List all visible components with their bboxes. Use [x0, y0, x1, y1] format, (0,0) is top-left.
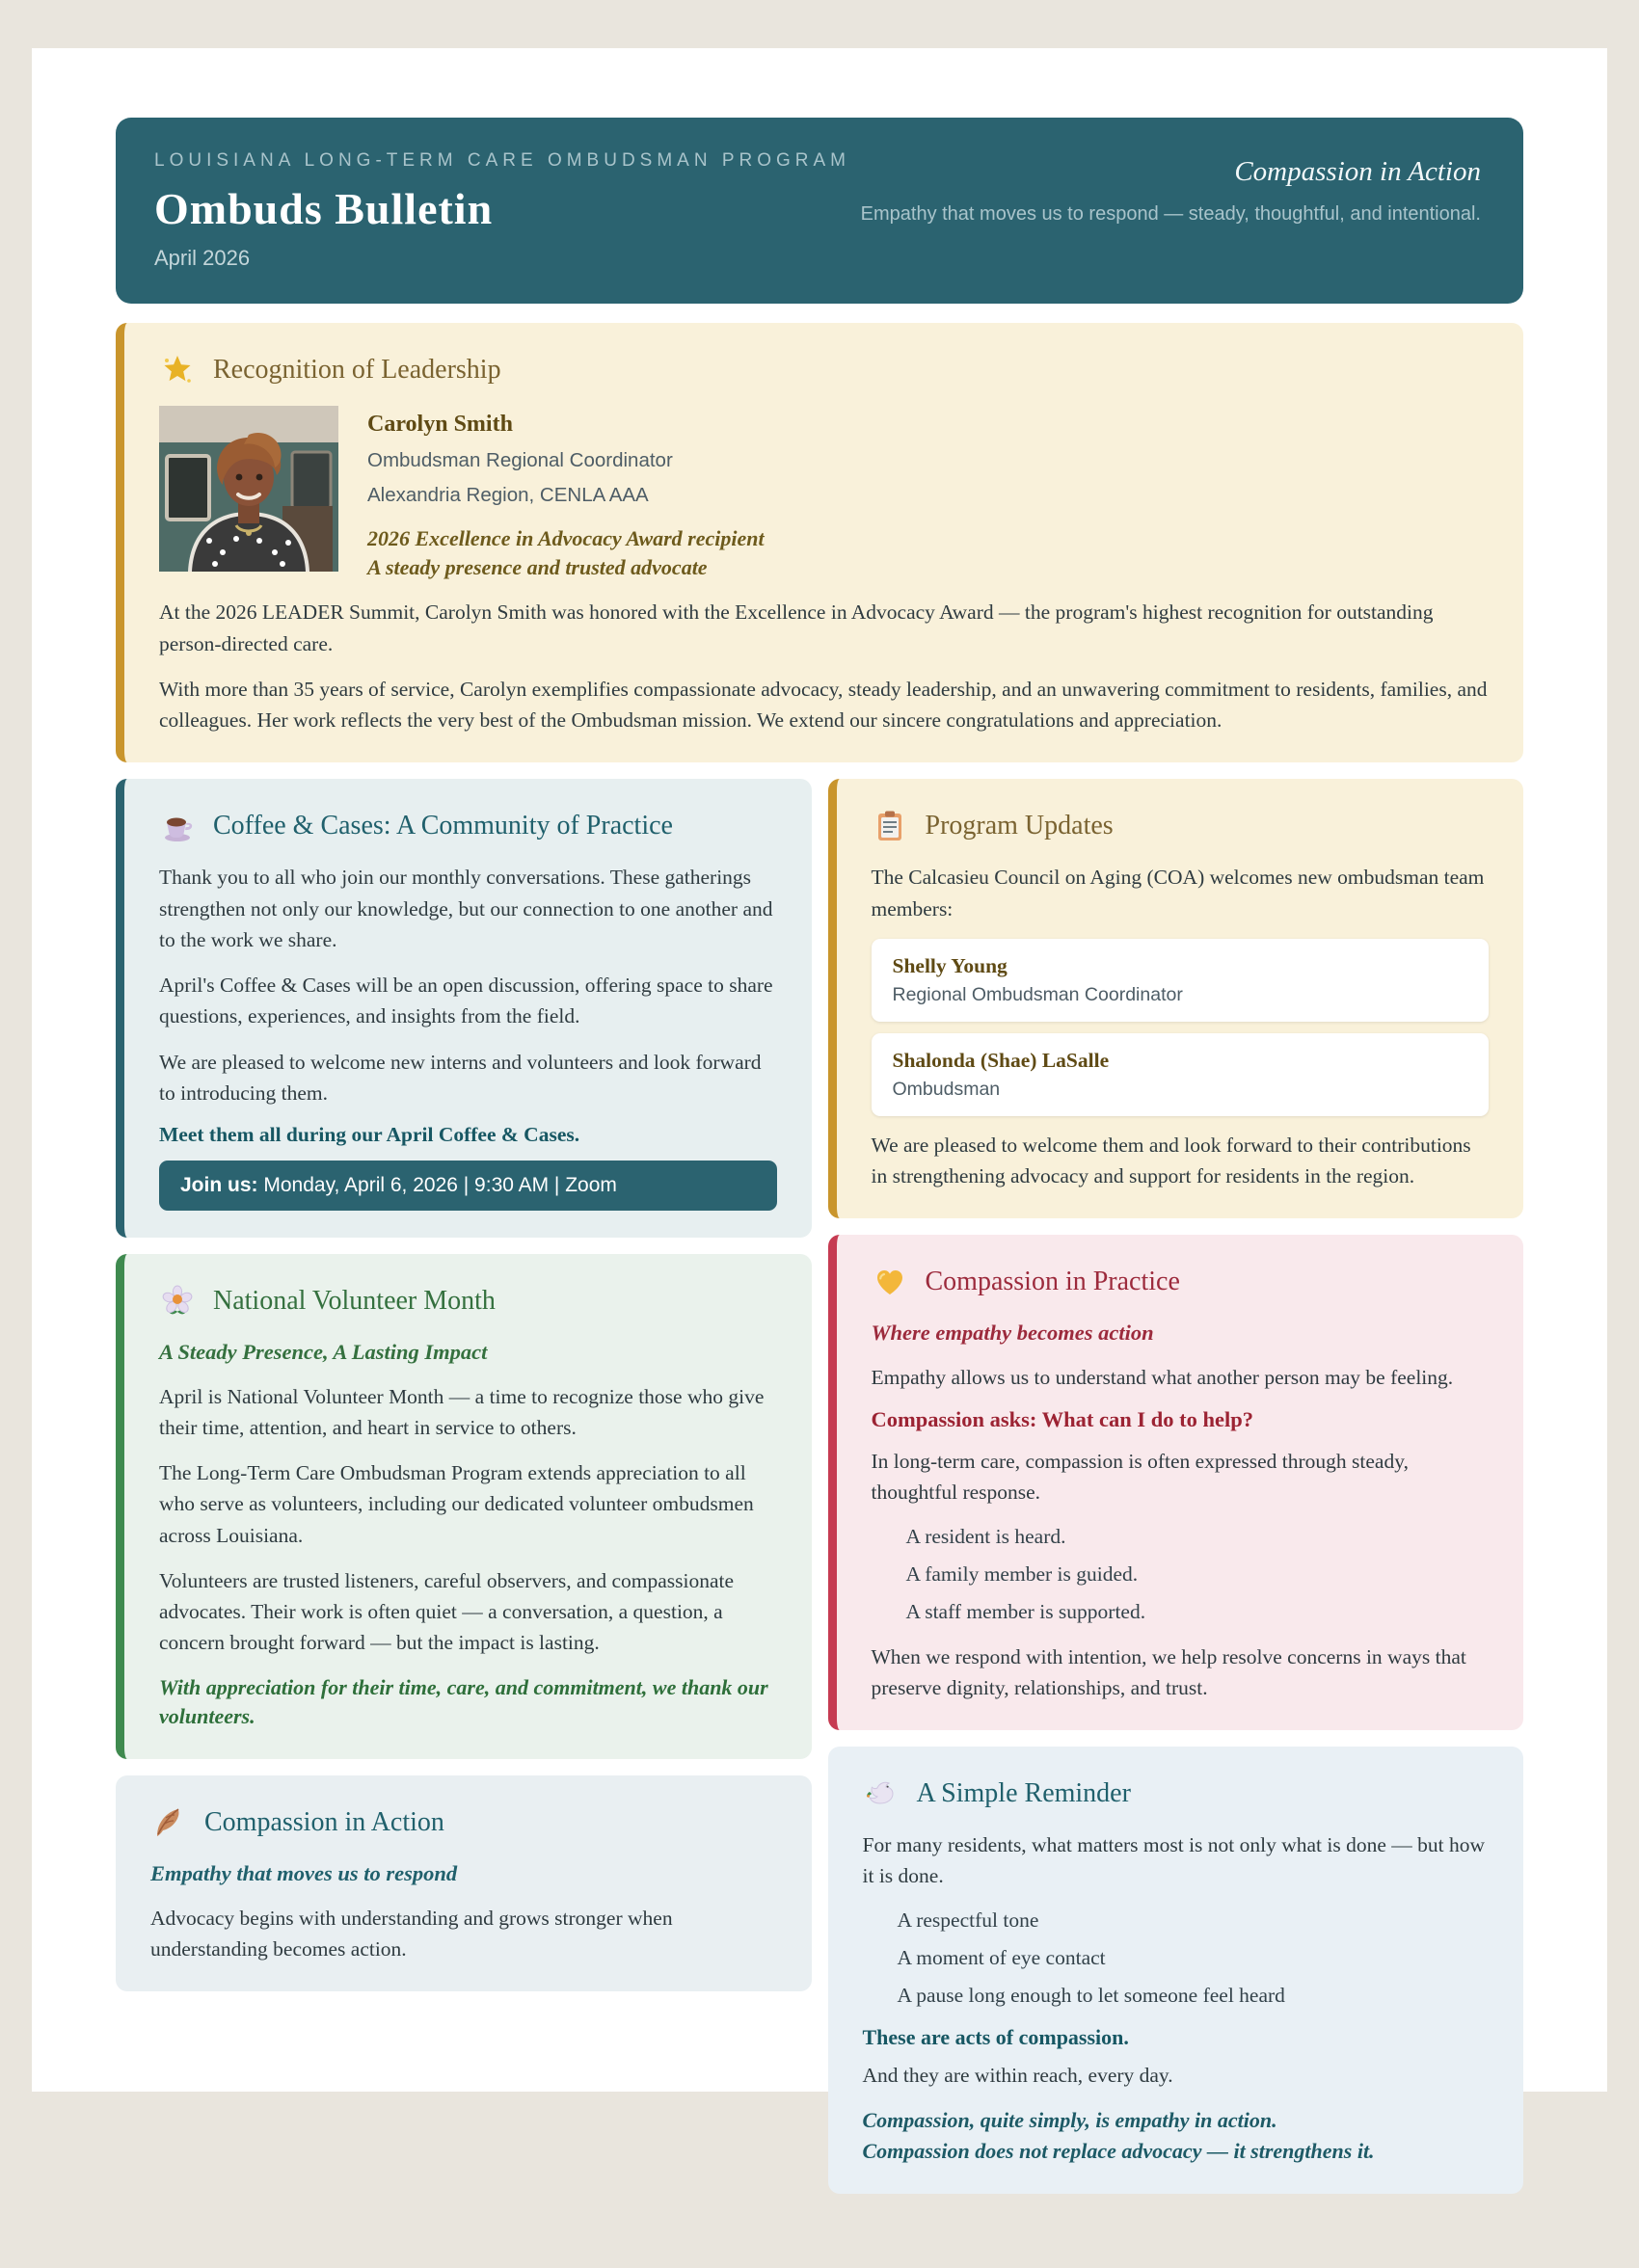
coffee-emphasis-line: Meet them all during our April Coffee & Cases. — [159, 1123, 580, 1147]
newsletter-content — [32, 48, 1607, 2268]
simple-reminder-header — [863, 1775, 1490, 1812]
reminder-list-item: A pause long enough to let someone feel heard — [897, 1983, 1285, 2007]
issue-date: April 2026 — [154, 246, 251, 270]
member-role: Regional Ombudsman Coordinator — [892, 983, 1183, 1005]
right-column — [828, 779, 1524, 2209]
member-role: Ombudsman — [892, 1078, 1001, 1100]
recipient-role: Ombudsman Regional Coordinator — [367, 449, 673, 471]
compassion-action-header — [150, 1804, 777, 1841]
recognition-details — [367, 406, 765, 581]
volunteer-paragraph: Volunteers are trusted listeners, careful observers, and compassionate advocates. Their work is often quiet — a conversation, a question, a concern brought forward — but the impact is lasting. — [159, 1568, 735, 1655]
join-us-details: Monday, April 6, 2026 | 9:30 AM | Zoom — [263, 1174, 617, 1197]
recognition-profile — [159, 406, 1489, 581]
two-column-layout — [116, 779, 1523, 2209]
program-updates-card — [828, 779, 1524, 1218]
team-member-card — [872, 1033, 1490, 1116]
program-updates-header — [872, 808, 1490, 844]
reminder-bold-line: These are acts of compassion. — [862, 2024, 1129, 2049]
volunteer-month-header — [159, 1283, 777, 1320]
masthead-left — [154, 150, 850, 271]
newsletter-page — [32, 48, 1607, 2163]
recipient-region: Alexandria Region, CENLA AAA — [367, 484, 649, 506]
section-title: Coffee & Cases: A Community of Practice — [213, 811, 673, 841]
volunteer-heading: A Steady Presence, A Lasting Impact — [159, 1340, 488, 1365]
compassion-practice-card — [828, 1235, 1524, 1730]
award-subline: A steady presence and trusted advocate — [367, 554, 708, 579]
award-recipient-photo — [159, 406, 338, 572]
recipient-name: Carolyn Smith — [367, 412, 513, 437]
section-title: Recognition of Leadership — [213, 355, 501, 385]
join-us-banner — [159, 1161, 777, 1211]
masthead-tagline — [861, 150, 1481, 229]
coffee-paragraph: April's Coffee & Cases will be an open discussion, offering space to share questions, experiences, and insights from the field. — [159, 974, 773, 1028]
coffee-paragraph: We are pleased to welcome new interns and volunteers and look forward to introducing them. — [159, 1050, 762, 1105]
practice-question: Compassion asks: What can I do to help? — [871, 1407, 1254, 1432]
program-outro: We are pleased to welcome them and look forward to their contributions in strengthening advocacy and support for residents in the region. — [871, 1133, 1471, 1188]
feather-icon — [150, 1804, 187, 1841]
recognition-header — [159, 352, 1489, 388]
practice-list-item: A staff member is supported. — [905, 1599, 1146, 1623]
join-us-label: Join us: — [180, 1174, 258, 1197]
team-member-card — [872, 939, 1490, 1022]
member-name: Shelly Young — [892, 953, 1008, 977]
masthead — [116, 118, 1523, 304]
newsletter-title: Ombuds Bulletin — [154, 184, 494, 233]
section-title: A Simple Reminder — [916, 1778, 1131, 1809]
reminder-closing-line: Compassion does not replace advocacy — it strengthens it. — [862, 2138, 1375, 2163]
section-title: Compassion in Practice — [925, 1267, 1180, 1297]
volunteer-paragraph: The Long-Term Care Ombudsman Program extends appreciation to all who serve as volunteers, including our dedicated volunteer ombudsmen across Louisiana. — [159, 1461, 754, 1547]
practice-paragraph: In long-term care, compassion is often expressed through steady, thoughtful response. — [871, 1450, 1409, 1505]
recognition-paragraph: With more than 35 years of service, Carolyn exemplifies compassionate advocacy, steady leadership, and an unwavering commitment to residents, families, and colleagues. Her work reflects the very best of the Ombudsman mission. We extend our sincere congratulations and appreciation. — [159, 677, 1488, 733]
clipboard-icon — [872, 808, 908, 844]
reminder-list-item: A respectful tone — [897, 1908, 1039, 1932]
coffee-paragraph: Thank you to all who join our monthly conversations. These gatherings strengthen not only our knowledge, but our connection to one another and to the work we share. — [159, 866, 773, 951]
compassion-action-paragraph: Advocacy begins with understanding and grows stronger when understanding becomes action. — [150, 1906, 673, 1961]
reminder-closing-line: Compassion, quite simply, is empathy in action. — [862, 2107, 1277, 2132]
blossom-flower-icon — [159, 1283, 196, 1320]
compassion-action-heading: Empathy that moves us to respond — [150, 1861, 458, 1886]
coffee-cases-header — [159, 808, 777, 844]
practice-closing: When we respond with intention, we help resolve concerns in ways that preserve dignity, relationships, and trust. — [871, 1644, 1466, 1699]
practice-list-item: A family member is guided. — [905, 1561, 1139, 1586]
reminder-line: And they are within reach, every day. — [862, 2063, 1173, 2087]
award-line: 2026 Excellence in Advocacy Award recipient — [367, 526, 765, 550]
section-title: Program Updates — [925, 811, 1114, 841]
reminder-paragraph: For many residents, what matters most is not only what is done — but how it is done. — [862, 1833, 1486, 1888]
dove-icon — [863, 1775, 900, 1812]
volunteer-closing: With appreciation for their time, care, and commitment, we thank our volunteers. — [159, 1674, 768, 1729]
simple-reminder-card — [828, 1747, 1524, 2194]
yellow-heart-icon — [872, 1264, 908, 1300]
compassion-practice-header — [872, 1264, 1490, 1300]
practice-list — [906, 1523, 1490, 1626]
program-intro: The Calcasieu Council on Aging (COA) welcomes new ombudsman team members: — [871, 866, 1485, 921]
practice-heading: Where empathy becomes action — [871, 1321, 1154, 1346]
reminder-list-item: A moment of eye contact — [897, 1945, 1106, 1969]
practice-list-item: A resident is heard. — [905, 1524, 1066, 1548]
volunteer-month-card — [116, 1254, 812, 1759]
left-column — [116, 779, 812, 2008]
tagline-subtitle: Empathy that moves us to respond — steady, thoughtful, and intentional. — [860, 203, 1481, 225]
member-name: Shalonda (Shae) LaSalle — [892, 1048, 1110, 1072]
compassion-action-card — [116, 1775, 812, 1991]
recognition-paragraph: At the 2026 LEADER Summit, Carolyn Smith was honored with the Excellence in Advocacy Award — the program's highest recognition for outstanding person-directed care. — [159, 600, 1434, 655]
practice-paragraph: Empathy allows us to understand what another person may be feeling. — [871, 1365, 1454, 1389]
glowing-star-icon — [159, 352, 196, 388]
reminder-list — [898, 1907, 1490, 2010]
reminder-closing — [863, 2105, 1490, 2167]
volunteer-paragraph: April is National Volunteer Month — a time to recognize those who give their time, attention, and heart in service to others. — [159, 1384, 765, 1439]
coffee-cup-icon — [159, 808, 196, 844]
section-title: National Volunteer Month — [213, 1286, 496, 1317]
coffee-cases-card — [116, 779, 812, 1238]
section-title: Compassion in Action — [204, 1807, 444, 1838]
program-kicker: LOUISIANA LONG-TERM CARE OMBUDSMAN PROGRAM — [154, 150, 851, 171]
tagline-title: Compassion in Action — [1234, 156, 1481, 187]
recognition-card — [116, 323, 1523, 762]
